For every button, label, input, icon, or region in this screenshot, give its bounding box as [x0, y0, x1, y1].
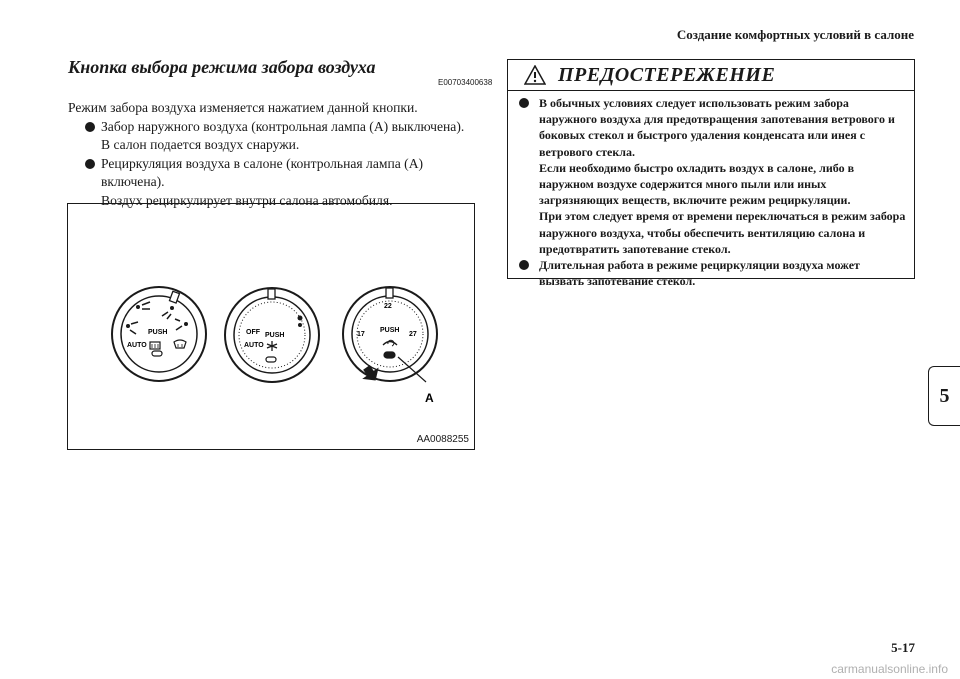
warning-item-text: В обычных условиях следует использовать режим забора наружного воздуха для предотвращения запотевания ветрового и боковых стекол и быстрого удаления конденсата или инея с ветрового стекла.	[539, 96, 895, 159]
indicator-lamp	[152, 351, 162, 356]
running-header: Создание комфортных условий в салоне	[676, 27, 914, 42]
section-code: E00703400638	[438, 78, 493, 87]
temp-low-label: 17	[357, 331, 365, 338]
bullet-text: Рециркуляция воздуха в салоне (контрольная лампа (A) включена).	[101, 155, 424, 189]
intro-paragraph: Режим забора воздуха изменяется нажатием данной кнопки.	[68, 100, 418, 115]
warning-item-text: Если необходимо быстро охладить воздух в салоне, либо в наружном воздухе содержится много пыли или иных загрязняющих веществ, включите режим рециркуляции.	[539, 160, 855, 208]
bullet-dot-icon	[519, 98, 529, 108]
bullet-outside-air	[68, 118, 480, 155]
watermark: carmanualsonline.info	[831, 662, 948, 676]
bullet-subtext: В салон подается воздух снаружи.	[101, 137, 300, 152]
fan-speed-knob	[225, 288, 319, 382]
auto-label: AUTO	[244, 342, 264, 349]
bullet-recirculation	[68, 155, 480, 211]
figure-code: AA0088255	[416, 434, 469, 445]
warning-body	[508, 91, 914, 289]
warning-item	[516, 95, 906, 160]
callout-label: A	[425, 391, 434, 405]
climate-knobs-illustration	[68, 204, 476, 451]
warning-item-text: При этом следует время от времени переключаться в режим забора наружного воздуха, чтобы обеспечить вентиляцию салона и предотвратить запотевание стекол.	[539, 209, 906, 256]
warning-item-continued	[516, 160, 906, 209]
warning-header	[508, 60, 914, 91]
off-label: OFF	[246, 329, 260, 336]
bullet-text: Забор наружного воздуха (контрольная лампа (A) выключена).	[101, 118, 465, 134]
warning-item-continued	[516, 208, 906, 257]
recirculation-indicator-lamp	[384, 352, 395, 358]
bullet-subtext: Воздух рециркулирует внутри салона автомобиля.	[101, 192, 393, 208]
bullet-dot-icon	[519, 260, 529, 270]
bullet-dot-icon	[85, 159, 95, 169]
climate-control-figure	[67, 203, 475, 450]
warning-title: ПРЕДОСТЕРЕЖЕНИЕ	[558, 63, 776, 86]
temp-high-label: 27	[409, 331, 417, 338]
chapter-tab: 5	[928, 366, 960, 426]
warning-item	[516, 257, 906, 289]
bullet-dot-icon	[85, 122, 95, 132]
warning-triangle-icon	[524, 65, 546, 85]
push-label: PUSH	[380, 327, 400, 334]
temp-mid-label: 22	[384, 303, 392, 310]
temperature-knob	[343, 287, 437, 405]
mode-knob	[112, 287, 206, 381]
body-text	[68, 99, 480, 210]
warning-box	[507, 59, 915, 289]
push-label: PUSH	[265, 332, 285, 339]
indicator-lamp	[266, 357, 276, 362]
auto-label: AUTO	[127, 342, 147, 349]
warning-item-text: Длительная работа в режиме рециркуляции воздуха может вызвать запотевание стекол.	[539, 258, 860, 289]
section-title: Кнопка выбора режима забора воздуха	[68, 57, 376, 77]
page-number: 5-17	[891, 640, 915, 655]
push-label: PUSH	[148, 329, 168, 336]
